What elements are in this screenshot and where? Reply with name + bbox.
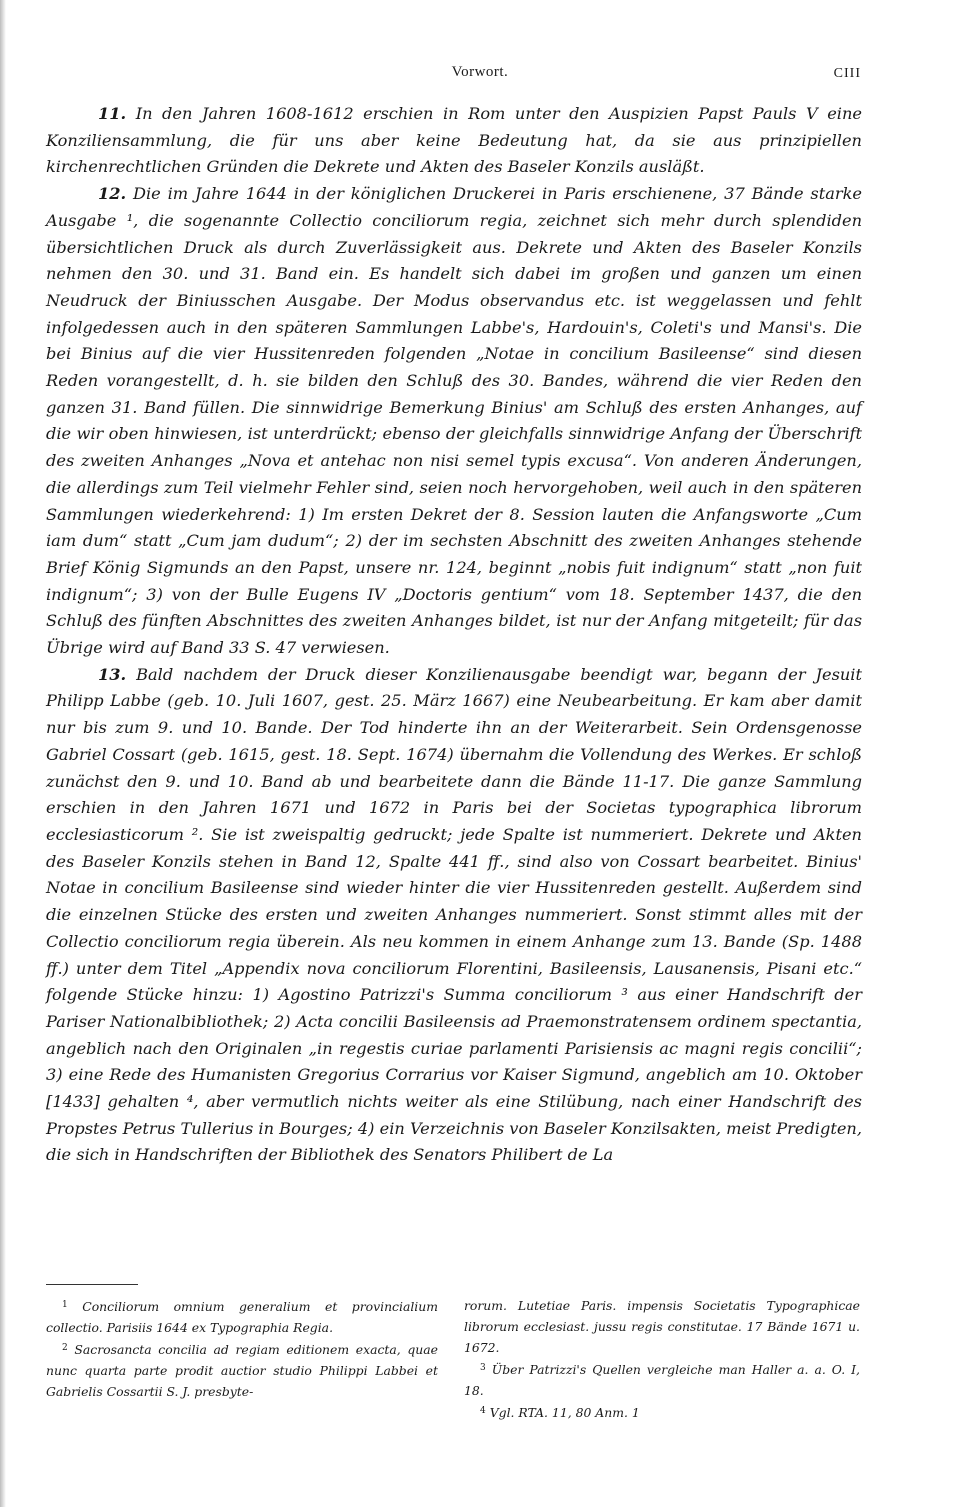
paragraph-number: 13. <box>98 664 127 684</box>
footnote-text: Über Patrizzi's Quellen vergleiche man Haller a. a. O. I, 18. <box>464 1362 860 1398</box>
body-text <box>46 101 862 1169</box>
paragraph-text: Die im Jahre 1644 in der königlichen Druckerei in Paris erschienene, 37 Bände starke Ausgabe ¹, die sogenannte Collectio conciliorum regia, zeichnet sich mehr durch splendiden übersichtlichen Druck als durch Zuverlässigkeit aus. Dekrete und Akten des Baseler Konzils nehmen den 30. und 31. Band ein. Es handelt sich dabei im großen und ganzen um einen Neudruck der Biniusschen Ausgabe. Der Modus observandus etc. ist weggelassen und fehlt infolgedessen auch in den späteren Sammlungen Labbe's, Hardouin's, Coleti's und Mansi's. Die bei Binius auf die vier Hussitenreden folgenden „Notae in concilium Basileense“ sind diesen Reden vorangestellt, d. h. sie bilden den Schluß des 30. Bandes, während die vier Reden den ganzen 31. Band füllen. Die sinnwidrige Bemerkung Binius' am Schluß des ersten Anhanges, auf die wir oben hinwiesen, ist unterdrückt; ebenso der gleichfalls sinnwidrige Anfang der Überschrift des zweiten Anhanges „Nova et antehac non nisi semel typis excusa“. Von anderen Änderungen, die allerdings zum Teil vielmehr Fehler sind, seien noch hervorgehoben, weil auch in den späteren Sammlungen wiederkehrend: 1) Im ersten Dekret der 8. Session lauten die Anfangsworte „Cum iam dum“ statt „Cum jam dudum“; 2) der im sechsten Abschnitt des zweiten Anhanges stehende Brief König Sigmunds an den Papst, unsere nr. 124, beginnt „nobis fuit indignum“ statt „non fuit indignum“; 3) von der Bulle Eugens IV „Doctoris gentium“ vom 18. September 1437, die den Schluß des fünften Abschnittes des zweiten Anhanges bildet, ist nur der Anfang mitgeteilt; für das Übrige wird auf Band 33 S. 47 verwiesen. <box>46 184 862 658</box>
paragraph-text: In den Jahren 1608-1612 erschien in Rom unter den Auspizien Papst Pauls V eine Konziliensammlung, die für uns aber keine Bedeutung hat, da sie aus prinzipiellen kirchenrechtlichen Gründen die Dekrete und Akten des Baseler Konzils ausläßt. <box>46 104 862 177</box>
footnote-divider <box>46 1284 138 1285</box>
footnote-mark: 1 <box>62 1300 68 1310</box>
paragraph-text: Bald nachdem der Druck dieser Konzilienausgabe beendigt war, begann der Jesuit Philipp Labbe (geb. 10. Juli 1607, gest. 25. März 1667) eine Neubearbeitung. Er kam aber damit nur bis zum 9. und 10. Bande. Der Tod hinderte ihn an der Weiterarbeit. Sein Ordensgenosse Gabriel Cossart (geb. 1615, gest. 18. Sept. 1674) übernahm die Vollendung des Werkes. Er schloß zunächst den 9. und 10. Band ab und bearbeitete dann die Bände 11-17. Die ganze Sammlung erschien in den Jahren 1671 und 1672 in Paris bei der Societas typographica librorum ecclesiasticorum ². Sie ist zweispaltig gedruckt; jede Spalte ist nummeriert. Dekrete und Akten des Baseler Konzils stehen in Band 12, Spalte 441 ff., sind also von Cossart bearbeitet. Binius' Notae in concilium Basileense sind wieder hinter die vier Hussitenreden gestellt. Außerdem sind die einzelnen Stücke des ersten und zweiten Anhanges nummeriert. Sonst stimmt alles mit der Collectio conciliorum regia überein. Als neu kommen in einem Anhange zum 13. Bande (Sp. 1488 ff.) unter dem Titel „Appendix nova conciliorum Florentini, Basileensis, Lausanensis, Pisani etc.“ folgende Stücke hinzu: 1) Agostino Patrizzi's Summa conciliorum ³ aus einer Handschrift der Pariser Nationalbibliothek; 2) Acta concilii Basileensis ad Praemonstratensem ordinem spectantia, angeblich nach den Originalen „in regestis curiae parlamenti Parisiensis ac magni regis concilii“; 3) eine Rede des Humanisten Gregorius Corrarius vor Kaiser Sigmund, angeblich am 10. Oktober [1433] gehalten ⁴, aber vermutlich nichts weiter als eine Stilübung, nach einer Handschrift des Propstes Petrus Tullerius in Bourges; 4) ein Verzeichnis von Baseler Konzilsakten, meist Predigten, die sich in Handschriften der Bibliothek des Senators Philibert de La <box>46 664 862 1165</box>
footnote-text: Conciliorum omnium generalium et provincialium collectio. Parisiis 1644 ex Typographia Regia. <box>46 1299 438 1335</box>
paragraph-number: 11. <box>98 104 127 123</box>
page-edge-shadow <box>0 0 6 1507</box>
footnote-text: Sacrosancta concilia ad regiam editionem exacta, quae nunc quarta parte prodit auctior studio Philippi Labbei et Gabrielis Cossartii S. J. presbyte- <box>46 1342 438 1399</box>
paragraph-13 <box>46 662 862 1169</box>
page-number: CIII <box>833 66 861 81</box>
footnote-mark: 4 <box>480 1406 486 1416</box>
running-header-title: Vorwort. <box>451 64 509 80</box>
footnote-3 <box>464 1358 860 1401</box>
footnote-mark: 3 <box>480 1363 486 1373</box>
footnote-text: rorum. Lutetiae Paris. impensis Societatis Typographicae librorum ecclesiast. jussu regis constitutae. 17 Bände 1671 u. 1672. <box>464 1298 860 1355</box>
footnotes-left-column <box>46 1295 438 1402</box>
footnote-4 <box>464 1401 860 1423</box>
footnotes-right-column <box>464 1295 860 1423</box>
footnote-2 <box>46 1338 438 1402</box>
footnote-1 <box>46 1295 438 1338</box>
paragraph-11 <box>46 101 862 181</box>
footnote-mark: 2 <box>62 1343 68 1353</box>
footnote-text: Vgl. RTA. 11, 80 Anm. 1 <box>489 1405 640 1420</box>
footnote-2-continued <box>464 1295 860 1358</box>
paragraph-12 <box>46 181 862 662</box>
paragraph-number: 12. <box>98 184 127 204</box>
